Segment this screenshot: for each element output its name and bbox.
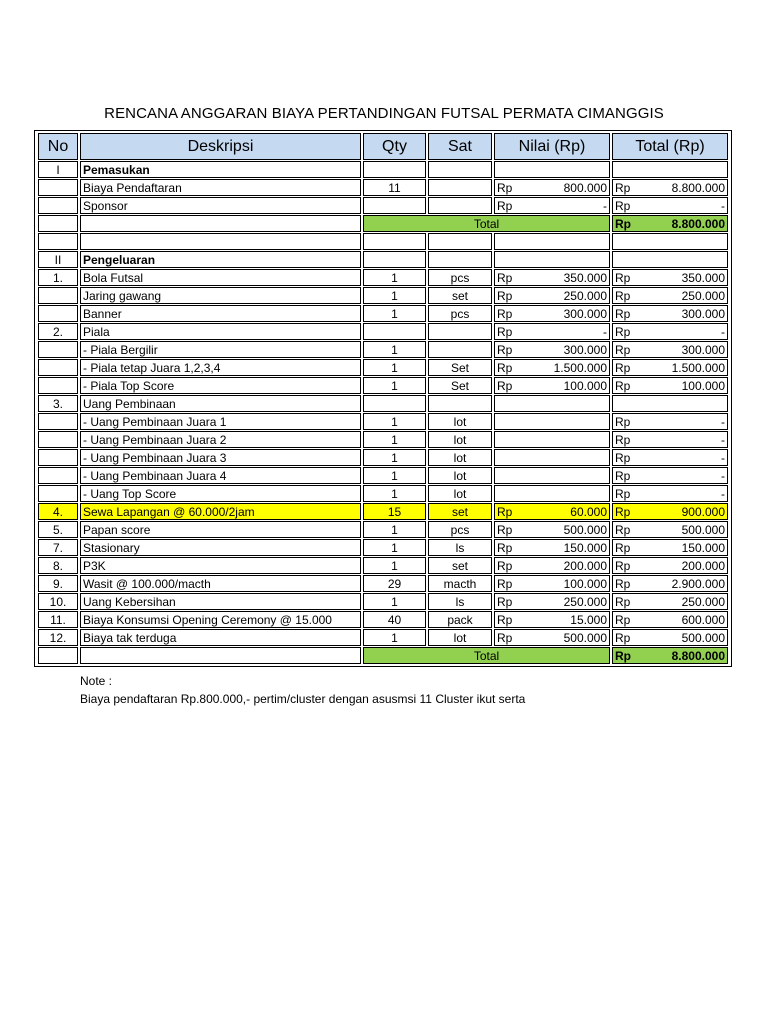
header-deskripsi: Deskripsi xyxy=(80,133,361,160)
cell-deskripsi: - Uang Pembinaan Juara 2 xyxy=(80,431,361,448)
cell-sat xyxy=(428,233,492,250)
cell-nilai xyxy=(494,467,610,484)
total-label: Total xyxy=(363,215,610,232)
cell-sat xyxy=(428,323,492,340)
amount-value: - xyxy=(603,198,607,213)
table-row xyxy=(38,485,728,502)
currency-label: Rp xyxy=(497,558,513,573)
cell-sat: macth xyxy=(428,575,492,592)
table-row xyxy=(38,395,728,412)
cell-deskripsi: Banner xyxy=(80,305,361,322)
header-no: No xyxy=(38,133,78,160)
cell-no xyxy=(38,305,78,322)
amount-value: 800.000 xyxy=(563,180,607,195)
amount-value: 300.000 xyxy=(563,342,607,357)
header-total: Total (Rp) xyxy=(612,133,728,160)
cell-total xyxy=(612,449,728,466)
cell-no xyxy=(38,197,78,214)
cell-no xyxy=(38,287,78,304)
budget-table xyxy=(36,132,730,665)
amount-value: 500.000 xyxy=(681,522,725,537)
cell-sat: lot xyxy=(428,467,492,484)
currency-label: Rp xyxy=(497,630,513,645)
cell-sat: lot xyxy=(428,485,492,502)
cell-no: 8. xyxy=(38,557,78,574)
cell-sat xyxy=(428,341,492,358)
cell-nilai xyxy=(494,269,610,286)
amount-value: 600.000 xyxy=(681,612,725,627)
amount-value: 900.000 xyxy=(681,504,725,519)
table-row xyxy=(38,179,728,196)
amount-value: - xyxy=(721,324,725,339)
cell-total xyxy=(612,395,728,412)
header-nilai: Nilai (Rp) xyxy=(494,133,610,160)
cell-total xyxy=(612,431,728,448)
amount-value: 350.000 xyxy=(563,270,607,285)
currency-label: Rp xyxy=(615,432,631,447)
amount-value: 2.900.000 xyxy=(671,576,725,591)
cell-total xyxy=(612,503,728,520)
cell-nilai xyxy=(494,485,610,502)
cell-nilai xyxy=(494,233,610,250)
table-row xyxy=(38,629,728,646)
table-header-row xyxy=(38,133,728,160)
amount-value: 200.000 xyxy=(681,558,725,573)
currency-label: Rp xyxy=(615,342,631,357)
amount-value: 100.000 xyxy=(563,576,607,591)
cell-deskripsi: - Uang Top Score xyxy=(80,485,361,502)
cell-no xyxy=(38,449,78,466)
cell-nilai xyxy=(494,395,610,412)
currency-label: Rp xyxy=(615,594,631,609)
cell-qty: 1 xyxy=(363,629,426,646)
cell-qty: 1 xyxy=(363,449,426,466)
cell-sat: pcs xyxy=(428,305,492,322)
cell-no: 5. xyxy=(38,521,78,538)
cell-no: 2. xyxy=(38,323,78,340)
cell-qty: 1 xyxy=(363,467,426,484)
cell-no: 4. xyxy=(38,503,78,520)
currency-label: Rp xyxy=(497,288,513,303)
table-body xyxy=(38,161,728,664)
budget-sheet xyxy=(34,130,732,667)
amount-value: 8.800.000 xyxy=(671,648,725,663)
cell-qty: 1 xyxy=(363,305,426,322)
cell-total xyxy=(612,251,728,268)
currency-label: Rp xyxy=(615,324,631,339)
cell-deskripsi xyxy=(80,233,361,250)
cell-qty: 1 xyxy=(363,269,426,286)
cell-nilai xyxy=(494,341,610,358)
currency-label: Rp xyxy=(615,522,631,537)
cell-qty: 1 xyxy=(363,413,426,430)
cell-total xyxy=(612,323,728,340)
cell-deskripsi: Biaya Konsumsi Opening Ceremony @ 15.000 xyxy=(80,611,361,628)
currency-label: Rp xyxy=(497,324,513,339)
currency-label: Rp xyxy=(615,540,631,555)
cell-deskripsi xyxy=(80,215,361,232)
cell-total xyxy=(612,377,728,394)
table-row xyxy=(38,161,728,178)
table-row xyxy=(38,305,728,322)
table-row xyxy=(38,503,728,520)
currency-label: Rp xyxy=(615,648,631,663)
cell-no xyxy=(38,431,78,448)
cell-qty: 1 xyxy=(363,539,426,556)
amount-value: - xyxy=(721,450,725,465)
cell-qty: 1 xyxy=(363,431,426,448)
amount-value: 150.000 xyxy=(681,540,725,555)
currency-label: Rp xyxy=(497,378,513,393)
cell-sat xyxy=(428,395,492,412)
currency-label: Rp xyxy=(497,180,513,195)
currency-label: Rp xyxy=(497,504,513,519)
table-row xyxy=(38,341,728,358)
cell-total xyxy=(612,485,728,502)
amount-value: 8.800.000 xyxy=(671,180,725,195)
cell-qty xyxy=(363,395,426,412)
cell-qty: 11 xyxy=(363,179,426,196)
amount-value: 100.000 xyxy=(681,378,725,393)
cell-total xyxy=(612,179,728,196)
currency-label: Rp xyxy=(615,504,631,519)
cell-sat: pcs xyxy=(428,521,492,538)
amount-value: 150.000 xyxy=(563,540,607,555)
cell-qty: 1 xyxy=(363,287,426,304)
amount-value: - xyxy=(721,198,725,213)
cell-deskripsi xyxy=(80,647,361,664)
cell-qty: 1 xyxy=(363,485,426,502)
cell-qty xyxy=(363,197,426,214)
cell-deskripsi: Pemasukan xyxy=(80,161,361,178)
cell-sat: pack xyxy=(428,611,492,628)
cell-nilai xyxy=(494,323,610,340)
cell-sat: lot xyxy=(428,413,492,430)
cell-sat: pcs xyxy=(428,269,492,286)
amount-value: 250.000 xyxy=(563,288,607,303)
cell-nilai xyxy=(494,557,610,574)
cell-no: 3. xyxy=(38,395,78,412)
cell-total xyxy=(612,161,728,178)
cell-qty: 1 xyxy=(363,341,426,358)
cell-nilai xyxy=(494,161,610,178)
amount-value: 300.000 xyxy=(681,342,725,357)
currency-label: Rp xyxy=(497,540,513,555)
currency-label: Rp xyxy=(497,270,513,285)
amount-value: 500.000 xyxy=(563,630,607,645)
cell-deskripsi: Pengeluaran xyxy=(80,251,361,268)
cell-deskripsi: Piala xyxy=(80,323,361,340)
cell-sat: lot xyxy=(428,449,492,466)
cell-nilai xyxy=(494,629,610,646)
table-row xyxy=(38,539,728,556)
cell-total xyxy=(612,629,728,646)
table-row xyxy=(38,323,728,340)
amount-value: 8.800.000 xyxy=(671,216,725,231)
amount-value: 250.000 xyxy=(563,594,607,609)
currency-label: Rp xyxy=(615,558,631,573)
table-row xyxy=(38,287,728,304)
cell-nilai xyxy=(494,251,610,268)
amount-value: 300.000 xyxy=(563,306,607,321)
cell-deskripsi: Sewa Lapangan @ 60.000/2jam xyxy=(80,503,361,520)
cell-total xyxy=(612,215,728,232)
cell-nilai xyxy=(494,503,610,520)
cell-total xyxy=(612,521,728,538)
cell-nilai xyxy=(494,539,610,556)
cell-no xyxy=(38,341,78,358)
amount-value: 100.000 xyxy=(563,378,607,393)
cell-sat: set xyxy=(428,287,492,304)
cell-nilai xyxy=(494,413,610,430)
amount-value: - xyxy=(721,414,725,429)
cell-no xyxy=(38,647,78,664)
table-row xyxy=(38,611,728,628)
cell-total xyxy=(612,233,728,250)
cell-qty: 1 xyxy=(363,359,426,376)
currency-label: Rp xyxy=(497,198,513,213)
cell-total xyxy=(612,539,728,556)
cell-total xyxy=(612,341,728,358)
currency-label: Rp xyxy=(497,306,513,321)
cell-no xyxy=(38,359,78,376)
cell-no: 11. xyxy=(38,611,78,628)
cell-no: 7. xyxy=(38,539,78,556)
cell-total xyxy=(612,593,728,610)
amount-value: - xyxy=(721,486,725,501)
table-row xyxy=(38,233,728,250)
currency-label: Rp xyxy=(615,468,631,483)
amount-value: 500.000 xyxy=(563,522,607,537)
cell-no xyxy=(38,485,78,502)
cell-total xyxy=(612,557,728,574)
cell-no xyxy=(38,467,78,484)
table-row xyxy=(38,251,728,268)
cell-total xyxy=(612,611,728,628)
table-row xyxy=(38,557,728,574)
cell-deskripsi: - Uang Pembinaan Juara 1 xyxy=(80,413,361,430)
currency-label: Rp xyxy=(615,486,631,501)
table-row xyxy=(38,269,728,286)
currency-label: Rp xyxy=(615,630,631,645)
header-qty: Qty xyxy=(363,133,426,160)
amount-value: 60.000 xyxy=(570,504,607,519)
currency-label: Rp xyxy=(615,306,631,321)
table-row xyxy=(38,413,728,430)
currency-label: Rp xyxy=(615,216,631,231)
cell-sat: Set xyxy=(428,377,492,394)
cell-qty: 15 xyxy=(363,503,426,520)
currency-label: Rp xyxy=(615,360,631,375)
cell-deskripsi: - Piala Top Score xyxy=(80,377,361,394)
table-row xyxy=(38,359,728,376)
cell-deskripsi: Biaya Pendaftaran xyxy=(80,179,361,196)
cell-deskripsi: - Piala tetap Juara 1,2,3,4 xyxy=(80,359,361,376)
cell-deskripsi: P3K xyxy=(80,557,361,574)
cell-nilai xyxy=(494,431,610,448)
amount-value: 350.000 xyxy=(681,270,725,285)
note-text: Biaya pendaftaran Rp.800.000,- pertim/cluster dengan asusmsi 11 Cluster ikut serta xyxy=(80,692,526,706)
cell-nilai xyxy=(494,305,610,322)
cell-sat: ls xyxy=(428,593,492,610)
total-row xyxy=(38,647,728,664)
cell-deskripsi: Wasit @ 100.000/macth xyxy=(80,575,361,592)
cell-nilai xyxy=(494,593,610,610)
cell-nilai xyxy=(494,575,610,592)
cell-sat xyxy=(428,251,492,268)
cell-qty xyxy=(363,251,426,268)
cell-nilai xyxy=(494,611,610,628)
currency-label: Rp xyxy=(615,612,631,627)
cell-qty: 29 xyxy=(363,575,426,592)
table-row xyxy=(38,521,728,538)
cell-qty xyxy=(363,323,426,340)
currency-label: Rp xyxy=(615,450,631,465)
cell-nilai xyxy=(494,521,610,538)
cell-nilai xyxy=(494,377,610,394)
cell-sat: ls xyxy=(428,539,492,556)
cell-total xyxy=(612,197,728,214)
cell-sat: set xyxy=(428,557,492,574)
cell-qty xyxy=(363,161,426,178)
cell-deskripsi: - Uang Pembinaan Juara 3 xyxy=(80,449,361,466)
cell-deskripsi: Stasionary xyxy=(80,539,361,556)
cell-qty: 40 xyxy=(363,611,426,628)
cell-deskripsi: Uang Pembinaan xyxy=(80,395,361,412)
cell-deskripsi: Bola Futsal xyxy=(80,269,361,286)
currency-label: Rp xyxy=(615,180,631,195)
cell-sat: lot xyxy=(428,431,492,448)
currency-label: Rp xyxy=(497,522,513,537)
note-label: Note : xyxy=(80,674,113,688)
cell-sat: lot xyxy=(428,629,492,646)
cell-no: I xyxy=(38,161,78,178)
cell-no: II xyxy=(38,251,78,268)
cell-no xyxy=(38,179,78,196)
cell-sat xyxy=(428,161,492,178)
currency-label: Rp xyxy=(497,612,513,627)
amount-value: 1.500.000 xyxy=(671,360,725,375)
cell-deskripsi: Jaring gawang xyxy=(80,287,361,304)
cell-qty: 1 xyxy=(363,557,426,574)
cell-no: 12. xyxy=(38,629,78,646)
currency-label: Rp xyxy=(615,198,631,213)
cell-no: 1. xyxy=(38,269,78,286)
header-sat: Sat xyxy=(428,133,492,160)
currency-label: Rp xyxy=(615,270,631,285)
currency-label: Rp xyxy=(497,594,513,609)
cell-nilai xyxy=(494,287,610,304)
cell-sat xyxy=(428,179,492,196)
cell-no xyxy=(38,233,78,250)
cell-no xyxy=(38,215,78,232)
cell-total xyxy=(612,647,728,664)
table-row xyxy=(38,377,728,394)
total-label: Total xyxy=(363,647,610,664)
cell-total xyxy=(612,575,728,592)
cell-total xyxy=(612,269,728,286)
amount-value: 15.000 xyxy=(570,612,607,627)
table-row xyxy=(38,449,728,466)
cell-sat: set xyxy=(428,503,492,520)
document-title: RENCANA ANGGARAN BIAYA PERTANDINGAN FUTSAL PERMATA CIMANGGIS xyxy=(104,105,664,122)
table-row xyxy=(38,593,728,610)
cell-total xyxy=(612,305,728,322)
cell-deskripsi: Biaya tak terduga xyxy=(80,629,361,646)
amount-value: 200.000 xyxy=(563,558,607,573)
currency-label: Rp xyxy=(615,288,631,303)
cell-deskripsi: Sponsor xyxy=(80,197,361,214)
cell-deskripsi: - Uang Pembinaan Juara 4 xyxy=(80,467,361,484)
table-row xyxy=(38,431,728,448)
table-row xyxy=(38,467,728,484)
cell-total xyxy=(612,467,728,484)
amount-value: - xyxy=(721,432,725,447)
cell-no xyxy=(38,413,78,430)
table-row xyxy=(38,575,728,592)
cell-qty: 1 xyxy=(363,377,426,394)
cell-nilai xyxy=(494,197,610,214)
amount-value: - xyxy=(721,468,725,483)
cell-deskripsi: Uang Kebersihan xyxy=(80,593,361,610)
amount-value: 1.500.000 xyxy=(553,360,607,375)
cell-nilai xyxy=(494,359,610,376)
cell-nilai xyxy=(494,449,610,466)
table-row xyxy=(38,197,728,214)
cell-nilai xyxy=(494,179,610,196)
currency-label: Rp xyxy=(615,414,631,429)
currency-label: Rp xyxy=(497,360,513,375)
cell-no: 9. xyxy=(38,575,78,592)
amount-value: 500.000 xyxy=(681,630,725,645)
note-section xyxy=(80,672,525,708)
total-row xyxy=(38,215,728,232)
cell-sat xyxy=(428,197,492,214)
cell-no xyxy=(38,377,78,394)
cell-deskripsi: - Piala Bergilir xyxy=(80,341,361,358)
amount-value: 250.000 xyxy=(681,594,725,609)
cell-total xyxy=(612,413,728,430)
cell-qty: 1 xyxy=(363,521,426,538)
amount-value: 300.000 xyxy=(681,306,725,321)
currency-label: Rp xyxy=(615,576,631,591)
cell-total xyxy=(612,287,728,304)
cell-no: 10. xyxy=(38,593,78,610)
cell-deskripsi: Papan score xyxy=(80,521,361,538)
amount-value: 250.000 xyxy=(681,288,725,303)
currency-label: Rp xyxy=(497,342,513,357)
cell-total xyxy=(612,359,728,376)
cell-qty xyxy=(363,233,426,250)
currency-label: Rp xyxy=(497,576,513,591)
amount-value: - xyxy=(603,324,607,339)
cell-qty: 1 xyxy=(363,593,426,610)
currency-label: Rp xyxy=(615,378,631,393)
cell-sat: Set xyxy=(428,359,492,376)
